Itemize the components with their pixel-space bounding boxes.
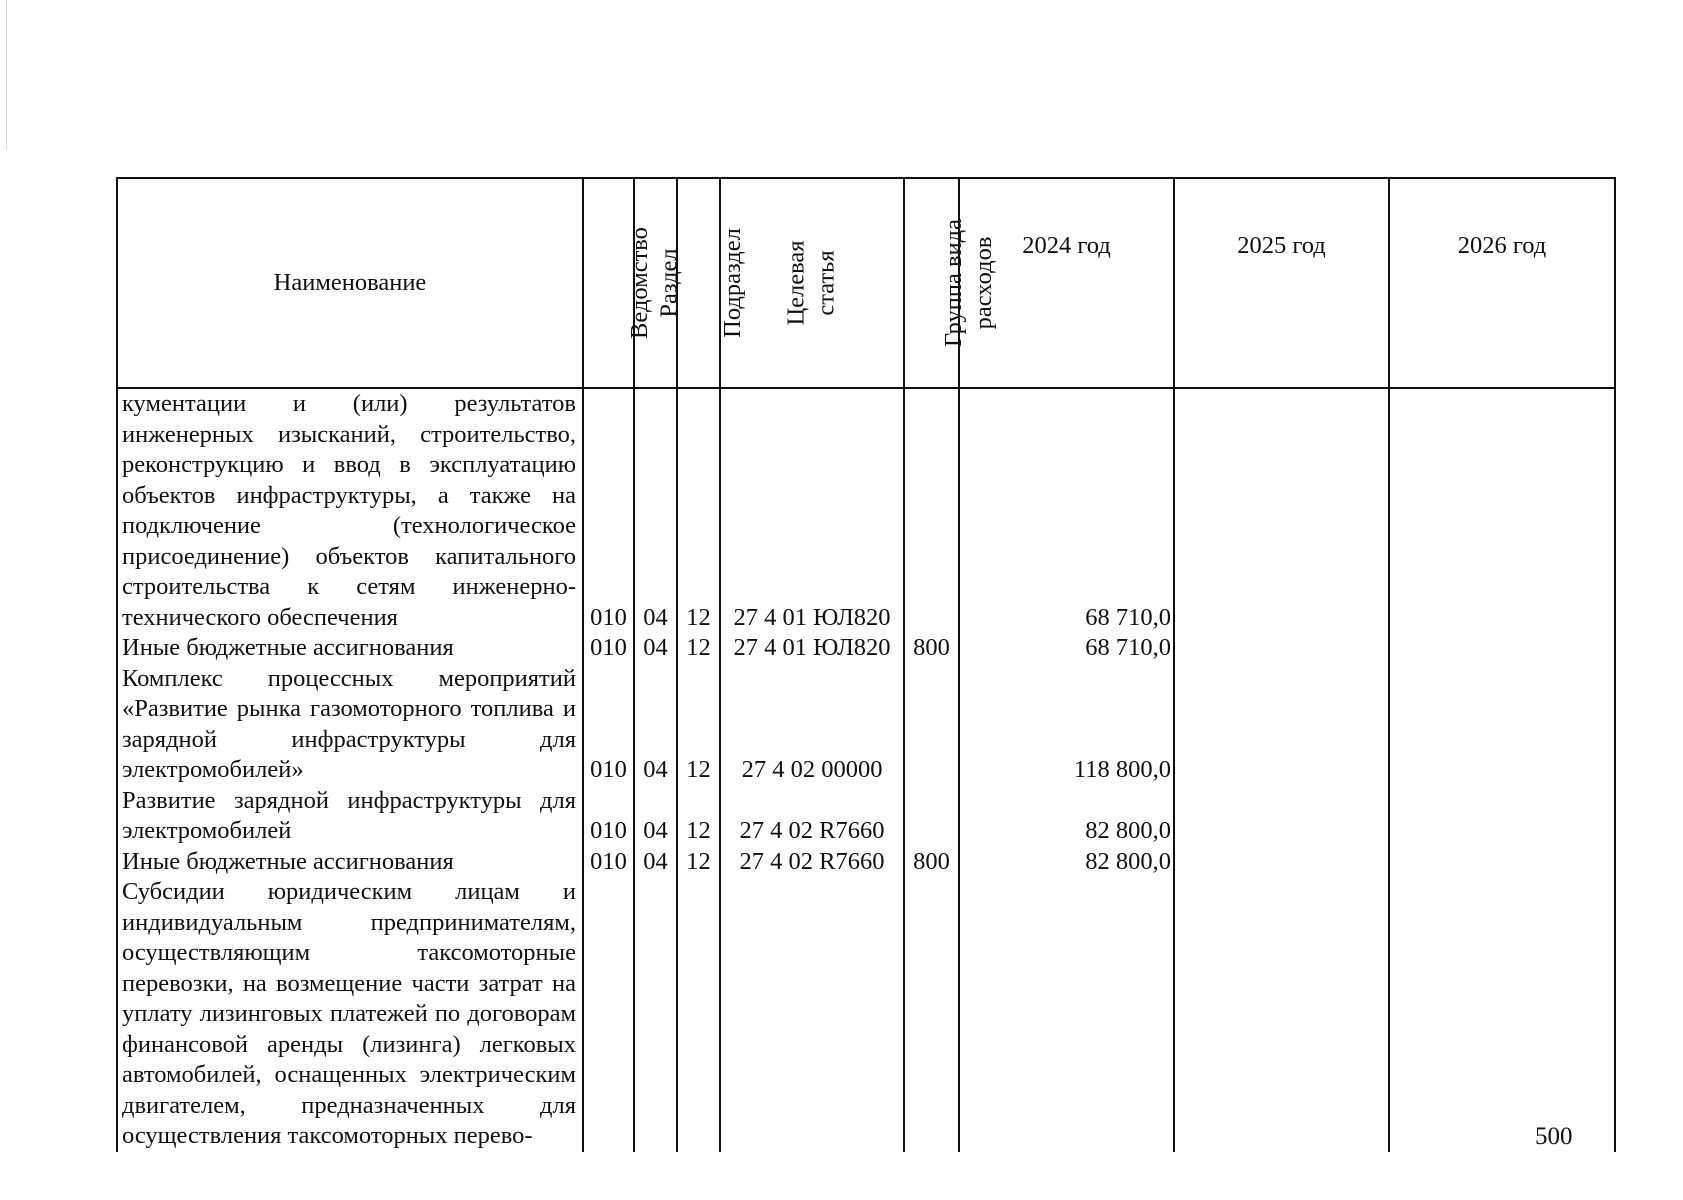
row-section	[634, 877, 677, 1152]
budget-table	[116, 177, 1616, 1152]
row-subsection: 12	[677, 786, 720, 847]
row-amount-2024: 68 710,0	[959, 633, 1174, 664]
scan-edge-line	[6, 0, 7, 150]
row-amount-2025	[1174, 847, 1389, 878]
row-amount-2025	[1174, 786, 1389, 847]
row-name: Развитие зарядной инфраструктуры для электромобилей	[117, 786, 583, 847]
header-target-article: Целевая статья	[720, 178, 904, 388]
page-number: 500	[1535, 1123, 1573, 1150]
row-expense-group: 800	[904, 633, 959, 664]
table-row	[117, 633, 1615, 664]
row-amount-2026	[1389, 847, 1615, 878]
row-department: 010	[583, 664, 634, 786]
row-subsection: 12	[677, 633, 720, 664]
table-row	[117, 877, 1615, 1152]
row-section: 04	[634, 388, 677, 633]
row-subsection: 12	[677, 664, 720, 786]
row-subsection	[677, 877, 720, 1152]
table-row	[117, 847, 1615, 878]
row-amount-2025	[1174, 877, 1389, 1152]
header-section: Раздел	[634, 178, 677, 388]
row-amount-2026	[1389, 786, 1615, 847]
row-amount-2024: 82 800,0	[959, 786, 1174, 847]
row-target-article: 27 4 02 R7660	[720, 786, 904, 847]
row-amount-2025	[1174, 633, 1389, 664]
row-amount-2024: 118 800,0	[959, 664, 1174, 786]
row-department	[583, 877, 634, 1152]
row-name: кументации и (или) результатов инженерных изысканий, строительство, реконструкцию и ввод в эксплуатацию объектов инфраструктуры, а также на подключение (технологическое присоединение) объектов капитального строительства к сетям инженерно-технического обеспечения	[117, 388, 583, 633]
row-expense-group: 800	[904, 847, 959, 878]
header-year-2024: 2024 год	[959, 178, 1174, 388]
row-department: 010	[583, 786, 634, 847]
table-header-row	[117, 178, 1615, 388]
header-year-2026: 2026 год	[1389, 178, 1615, 388]
row-target-article: 27 4 02 00000	[720, 664, 904, 786]
row-name: Комплекс процессных мероприятий «Развитие рынка газомоторного топлива и зарядной инфраструктуры для электромобилей»	[117, 664, 583, 786]
row-amount-2025	[1174, 664, 1389, 786]
table-row	[117, 786, 1615, 847]
header-subsection: Подраздел	[677, 178, 720, 388]
row-target-article	[720, 877, 904, 1152]
header-department: Ведомство	[583, 178, 634, 388]
row-target-article: 27 4 01 ЮЛ820	[720, 388, 904, 633]
row-section: 04	[634, 664, 677, 786]
row-department: 010	[583, 633, 634, 664]
table-row	[117, 388, 1615, 633]
row-expense-group	[904, 388, 959, 633]
row-expense-group	[904, 664, 959, 786]
row-department: 010	[583, 847, 634, 878]
header-name: Наименование	[117, 178, 583, 388]
row-amount-2026	[1389, 633, 1615, 664]
row-amount-2026	[1389, 664, 1615, 786]
row-section: 04	[634, 786, 677, 847]
row-section: 04	[634, 847, 677, 878]
row-section: 04	[634, 633, 677, 664]
row-name: Иные бюджетные ассигнования	[117, 633, 583, 664]
row-amount-2024	[959, 877, 1174, 1152]
row-name: Субсидии юридическим лицам и индивидуальным предпринимателям, осуществляющим таксомоторные перевозки, на возмещение части затрат на уплату лизинговых платежей по договорам финансовой аренды (лизинга) легковых автомобилей, оснащенных электрическим двигателем, предназначенных для осуществления таксомоторных перево-	[117, 877, 583, 1152]
row-subsection: 12	[677, 847, 720, 878]
table-row	[117, 664, 1615, 786]
row-amount-2026	[1389, 877, 1615, 1152]
row-amount-2024: 82 800,0	[959, 847, 1174, 878]
row-name: Иные бюджетные ассигнования	[117, 847, 583, 878]
row-amount-2025	[1174, 388, 1389, 633]
row-target-article: 27 4 02 R7660	[720, 847, 904, 878]
header-expense-group: Группа вида расходов	[904, 178, 959, 388]
header-year-2025: 2025 год	[1174, 178, 1389, 388]
row-target-article: 27 4 01 ЮЛ820	[720, 633, 904, 664]
row-subsection: 12	[677, 388, 720, 633]
row-amount-2026	[1389, 388, 1615, 633]
row-amount-2024: 68 710,0	[959, 388, 1174, 633]
row-expense-group	[904, 786, 959, 847]
row-expense-group	[904, 877, 959, 1152]
row-department: 010	[583, 388, 634, 633]
